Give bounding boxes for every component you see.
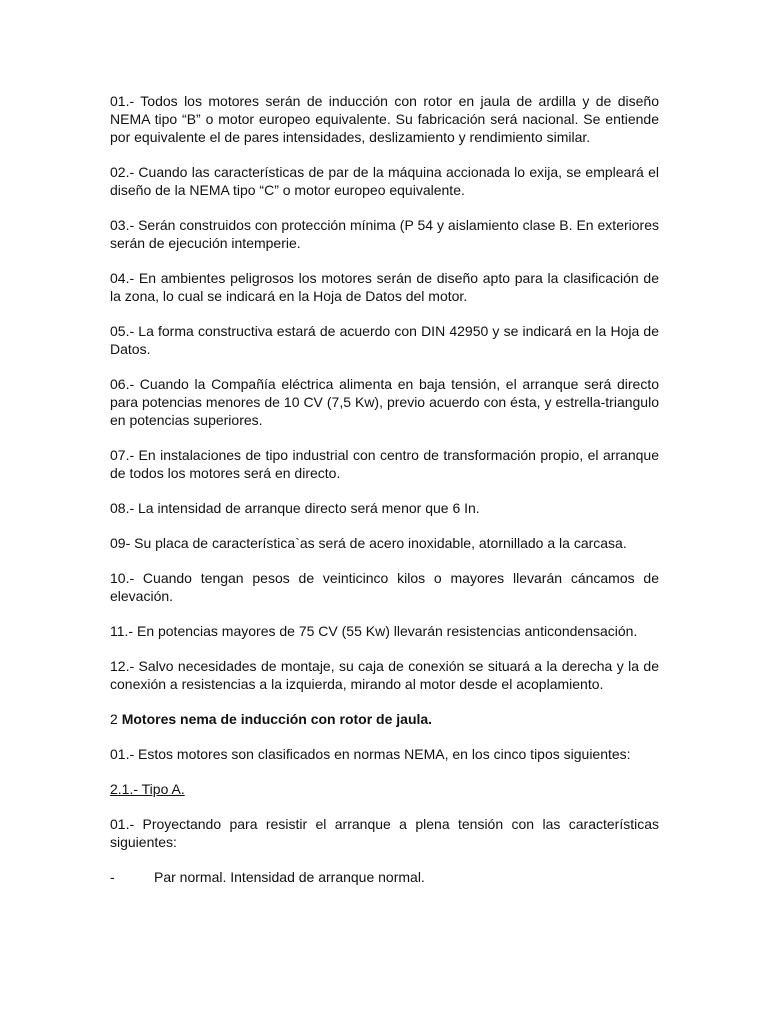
list-item	[110, 868, 659, 886]
paragraph-12: 12.- Salvo necesidades de montaje, su caja de conexión se situará a la derecha y la de conexión a resistencias a la izquierda, mirando al motor desde el acoplamiento.	[110, 658, 659, 692]
section-heading	[110, 710, 659, 728]
subsection-title	[110, 780, 659, 798]
subsection-title-text: 2.1.- Tipo A.	[110, 781, 185, 797]
subsection-paragraph: 01.- Proyectando para resistir el arranque a plena tensión con las características siguientes:	[110, 816, 659, 850]
paragraph-05: 05.- La forma constructiva estará de acuerdo con DIN 42950 y se indicará en la Hoja de Datos.	[110, 323, 659, 357]
bullet-dash: -	[110, 869, 115, 885]
paragraph-08: 08.- La intensidad de arranque directo será menor que 6 In.	[110, 500, 480, 516]
paragraph-03: 03.- Serán construidos con protección mínima (P 54 y aislamiento clase B. En exteriores serán de ejecución intemperie.	[110, 217, 659, 251]
paragraph-11: 11.- En potencias mayores de 75 CV (55 Kw) llevarán resistencias anticondensación.	[110, 623, 638, 639]
paragraph-01: 01.- Todos los motores serán de inducción con rotor en jaula de ardilla y de diseño NEMA tipo “B” o motor europeo equivalente. Su fabricación será nacional. Se entiende por equivalente el de pares intensidades, deslizamiento y rendimiento similar.	[110, 93, 659, 145]
paragraph-09: 09- Su placa de característica`as será de acero inoxidable, atornillado a la carcasa.	[110, 535, 627, 551]
section-number: 2	[110, 711, 118, 727]
paragraph-07: 07.- En instalaciones de tipo industrial con centro de transformación propio, el arranque de todos los motores será en directo.	[110, 447, 659, 481]
section-title: Motores nema de inducción con rotor de jaula.	[121, 711, 433, 727]
list-item-text: Par normal. Intensidad de arranque normal.	[154, 869, 425, 885]
paragraph-10: 10.- Cuando tengan pesos de veinticinco kilos o mayores llevarán cáncamos de elevación.	[110, 570, 659, 604]
document-page	[110, 92, 659, 886]
paragraph-02: 02.- Cuando las características de par de la máquina accionada lo exija, se empleará el diseño de la NEMA tipo “C” o motor europeo equivalente.	[110, 164, 659, 198]
paragraph-06: 06.- Cuando la Compañía eléctrica alimenta en baja tensión, el arranque será directo para potencias menores de 10 CV (7,5 Kw), previo acuerdo con ésta, y estrella-triangulo en potencias superiores.	[110, 376, 659, 428]
paragraph-04: 04.- En ambientes peligrosos los motores serán de diseño apto para la clasificación de la zona, lo cual se indicará en la Hoja de Datos del motor.	[110, 270, 659, 304]
section-intro: 01.- Estos motores son clasificados en normas NEMA, en los cinco tipos siguientes:	[110, 746, 631, 762]
